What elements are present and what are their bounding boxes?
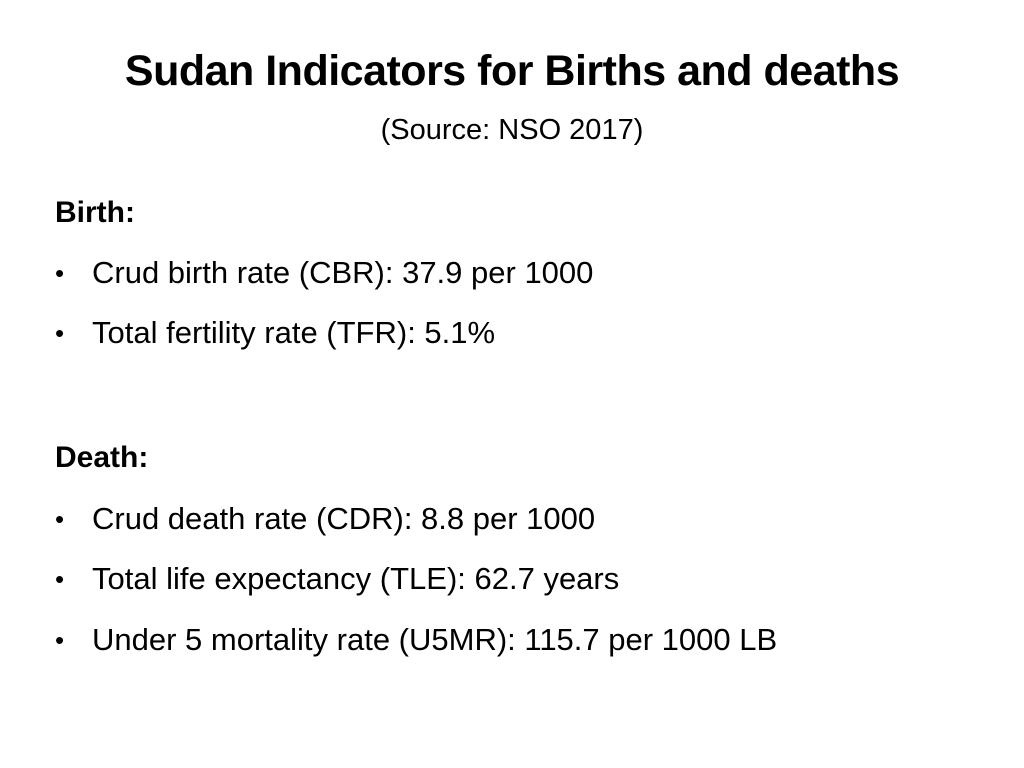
bullet-text: Total fertility rate (TFR): 5.1% [92, 315, 496, 350]
list-item [55, 311, 984, 355]
bullet-text: Under 5 mortality rate (U5MR): 115.7 per 1000 LB [92, 622, 778, 657]
bullet-icon: • [55, 318, 65, 348]
list-item [55, 557, 984, 601]
bullet-text: Crud death rate (CDR): 8.8 per 1000 [92, 501, 596, 536]
birth-heading: Birth: [55, 196, 135, 229]
bullet-icon: • [55, 504, 65, 534]
bullet-icon: • [55, 625, 65, 655]
bullet-icon: • [55, 564, 65, 594]
list-item [55, 497, 984, 541]
death-heading: Death: [55, 441, 149, 474]
slide-title: Sudan Indicators for Births and deaths [124, 47, 900, 95]
bullet-text: Total life expectancy (TLE): 62.7 years [92, 561, 620, 596]
list-item [55, 618, 984, 662]
bullet-icon: • [55, 258, 65, 288]
bullet-text: Crud birth rate (CBR): 37.9 per 1000 [92, 255, 594, 290]
list-item [55, 251, 984, 295]
slide-subtitle: (Source: NSO 2017) [380, 114, 644, 146]
